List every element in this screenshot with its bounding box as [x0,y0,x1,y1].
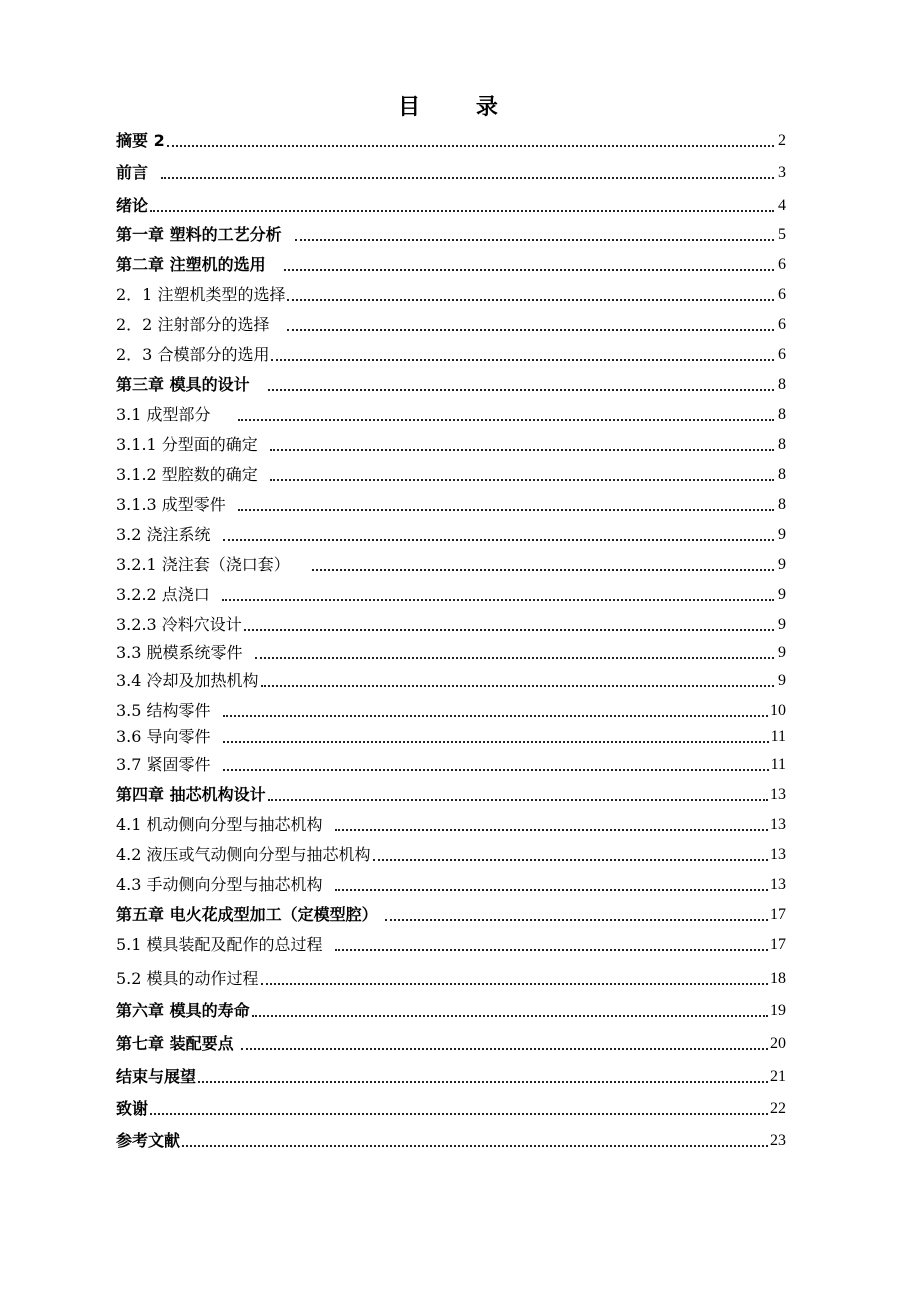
toc-entry-page-number: 9 [778,644,786,661]
toc-entry-label: 前言 [116,163,160,182]
toc-leader-dots [241,1048,768,1050]
toc-entry-label: 3.7 紧固零件 [116,755,221,774]
toc-entry [116,782,786,806]
toc-entry-page-number: 21 [770,1068,786,1085]
toc-leader-dots [284,269,774,271]
toc-entry [116,1128,786,1152]
toc-entry [116,193,786,217]
toc-entry-label: 4.2 液压或气动侧向分型与抽芯机构 [116,845,371,864]
toc-entry [116,492,786,516]
toc-entry [116,640,786,664]
toc-entry-label: 参考文献 [116,1131,181,1150]
toc-entry [116,252,786,276]
toc-entry [116,342,786,366]
toc-entry-page-number: 13 [770,786,786,803]
toc-entry-label: 3.1.1 分型面的确定 [116,435,268,454]
toc-entry-label: 3.1.2 型腔数的确定 [116,465,268,484]
toc-leader-dots [252,1015,768,1017]
toc-entry-page-number: 8 [778,406,786,423]
toc-leader-dots [222,599,774,601]
toc-entry-page-number: 4 [778,197,786,214]
toc-leader-dots [312,569,774,571]
toc-entry-label: 第六章 模具的寿命 [116,1001,250,1020]
toc-entry-label: 3.2.1 浇注套（浇口套） [116,555,311,574]
toc-leader-dots [223,715,768,717]
toc-entry-page-number: 13 [770,876,786,893]
toc-leader-dots [335,949,768,951]
toc-entry-page-number: 20 [770,1035,786,1052]
toc-entry-label: 第四章 抽芯机构设计 [116,785,266,804]
toc-entry [116,812,786,836]
toc-entry [116,582,786,606]
toc-entry-page-number: 2 [778,132,786,149]
toc-leader-dots [373,859,768,861]
toc-entry-page-number: 18 [770,970,786,987]
toc-entry-page-number: 6 [778,286,786,303]
toc-entry-page-number: 9 [778,616,786,633]
toc-leader-dots [261,983,768,985]
toc-leader-dots [385,919,768,921]
toc-entry-page-number: 23 [770,1132,786,1149]
toc-entry [116,282,786,306]
toc-entry [116,128,786,152]
toc-entry-page-number: 9 [778,556,786,573]
toc-entry-page-number: 8 [778,466,786,483]
toc-entry [116,1031,786,1055]
toc-entry-label: 5.2 模具的动作过程 [116,969,259,988]
toc-entry-label: 3.5 结构零件 [116,701,221,720]
toc-entry-page-number: 6 [778,256,786,273]
toc-leader-dots [150,210,774,212]
toc-entry [116,312,786,336]
toc-entry-label: 第一章 塑料的工艺分析 [116,225,293,244]
toc-entry-label: 第五章 电火花成型加工（定模型腔） [116,905,384,924]
toc-entry-page-number: 8 [778,496,786,513]
toc-leader-dots [198,1081,768,1083]
toc-entry [116,552,786,576]
toc-entry [116,998,786,1022]
toc-entry-label: 3.2 浇注系统 [116,525,221,544]
toc-entry-label: 绪论 [116,196,149,215]
toc-entry-page-number: 11 [770,728,786,745]
toc-entry-label: 第七章 装配要点 [116,1034,240,1053]
toc-leader-dots [161,177,774,179]
toc-entry [116,842,786,866]
toc-entry-page-number: 17 [770,936,786,953]
toc-entry-label: 3.2.3 冷料穴设计 [116,615,242,634]
toc-entry-page-number: 17 [770,906,786,923]
toc-title: 目 录 [398,95,522,120]
toc-entry-page-number: 6 [778,346,786,363]
toc-entry-label: 3.3 脱模系统零件 [116,643,253,662]
toc-leader-dots [167,145,774,147]
toc-entry-label: 3.1.3 成型零件 [116,495,236,514]
toc-entry-page-number: 10 [770,702,786,719]
toc-entry-label: 第二章 注塑机的选用 [116,255,283,274]
toc-entry [116,698,786,722]
toc-leader-dots [150,1113,768,1115]
toc-entry [116,1064,786,1088]
toc-leader-dots [223,539,774,541]
toc-entry [116,160,786,184]
toc-entry-page-number: 22 [770,1100,786,1117]
toc-entry [116,966,786,990]
toc-entry-page-number: 13 [770,846,786,863]
toc-entry-label: 3.6 导向零件 [116,727,221,746]
toc-leader-dots [268,389,774,391]
toc-leader-dots [287,299,774,301]
toc-leader-dots [223,769,769,771]
toc-entry-label: 致谢 [116,1099,149,1118]
toc-entry [116,902,786,926]
toc-entry-page-number: 6 [778,316,786,333]
toc-entry [116,222,786,246]
toc-entry [116,1096,786,1120]
toc-leader-dots [223,741,769,743]
toc-entry-page-number: 8 [778,436,786,453]
toc-entry-page-number: 9 [778,586,786,603]
toc-entry [116,372,786,396]
toc-entry-label: 4.1 机动侧向分型与抽芯机构 [116,815,333,834]
toc-leader-dots [270,449,774,451]
toc-leader-dots [271,359,774,361]
toc-leader-dots [238,509,774,511]
toc-entry-page-number: 5 [778,226,786,243]
toc-leader-dots [255,657,774,659]
toc-leader-dots [335,829,768,831]
toc-entry-label: 2．1 注塑机类型的选择 [116,285,286,304]
toc-entry-page-number: 13 [770,816,786,833]
toc-entry-page-number: 8 [778,376,786,393]
toc-entry-label: 摘要 2 [116,131,165,150]
toc-entry-label: 3.1 成型部分 [116,405,236,424]
toc-entry [116,932,786,956]
toc-entry [116,724,786,748]
toc-entry-page-number: 11 [770,756,786,773]
toc-entry [116,432,786,456]
toc-leader-dots [261,685,774,687]
toc-entry-label: 2．2 注射部分的选择 [116,315,285,334]
toc-leader-dots [244,629,774,631]
toc-entry [116,612,786,636]
toc-entry-page-number: 9 [778,672,786,689]
toc-entry-label: 2．3 合模部分的选用 [116,345,270,364]
toc-entry [116,522,786,546]
toc-leader-dots [295,239,774,241]
toc-entry [116,462,786,486]
toc-entry-label: 4.3 手动侧向分型与抽芯机构 [116,875,333,894]
toc-entry-label: 第三章 模具的设计 [116,375,267,394]
toc-leader-dots [335,889,768,891]
toc-leader-dots [287,329,774,331]
toc-entry-label: 3.2.2 点浇口 [116,585,220,604]
toc-entry-page-number: 3 [778,164,786,181]
toc-leader-dots [270,479,774,481]
toc-leader-dots [268,799,768,801]
toc-entry [116,752,786,776]
toc-entry-label: 5.1 模具装配及配作的总过程 [116,935,333,954]
toc-entry [116,668,786,692]
toc-entry [116,402,786,426]
toc-entry-label: 3.4 冷却及加热机构 [116,671,259,690]
toc-leader-dots [182,1145,768,1147]
toc-leader-dots [238,419,774,421]
toc-entry-page-number: 9 [778,526,786,543]
toc-entry [116,872,786,896]
toc-entry-label: 结束与展望 [116,1067,197,1086]
toc-entry-page-number: 19 [770,1002,786,1019]
